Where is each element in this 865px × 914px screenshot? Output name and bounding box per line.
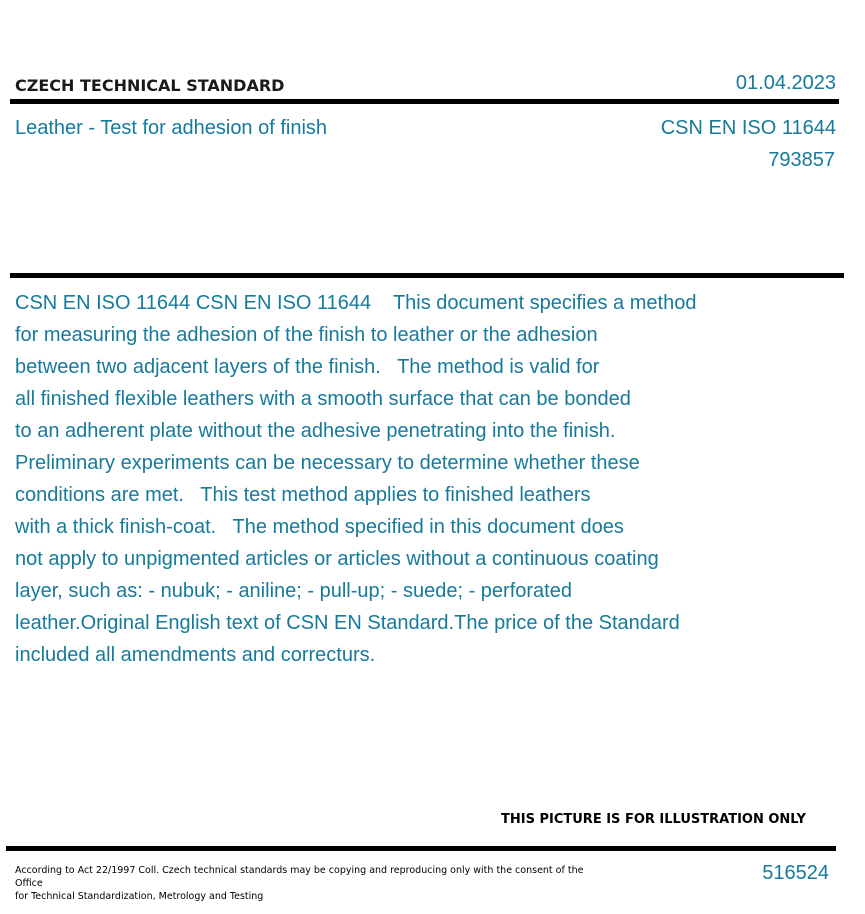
abstract-line: between two adjacent layers of the finish. The method is valid for <box>15 356 600 378</box>
publication-date: 01.04.2023 <box>735 72 836 94</box>
illustration-disclaimer: THIS PICTURE IS FOR ILLUSTRATION ONLY <box>501 812 806 827</box>
legal-notice <box>15 864 595 903</box>
document-title: Leather - Test for adhesion of finish <box>15 117 328 139</box>
abstract-line: for measuring the adhesion of the finish to leather or the adhesion <box>15 324 598 346</box>
legal-notice-line: According to Act 22/1997 Coll. Czech technical standards may be copying and reproducing only with the consent of the Office <box>15 865 584 889</box>
abstract-line: to an adherent plate without the adhesive penetrating into the finish. <box>15 420 616 442</box>
abstract-line: Preliminary experiments can be necessary to determine whether these <box>15 452 640 474</box>
order-number: 516524 <box>762 862 829 884</box>
top-divider <box>10 99 839 104</box>
abstract-line: conditions are met. This test method applies to finished leathers <box>15 484 591 506</box>
catalog-number: 793857 <box>768 149 835 171</box>
abstract-line: layer, such as: - nubuk; - aniline; - pull-up; - suede; - perforated <box>15 580 572 602</box>
abstract-line: all finished flexible leathers with a smooth surface that can be bonded <box>15 388 631 410</box>
middle-divider <box>10 273 844 278</box>
abstract-line: leather.Original English text of CSN EN Standard.The price of the Standard <box>15 612 680 634</box>
document-abstract <box>15 287 775 671</box>
standard-type-label: CZECH TECHNICAL STANDARD <box>15 76 285 95</box>
legal-notice-line: for Technical Standardization, Metrology and Testing <box>15 891 264 902</box>
abstract-line: included all amendments and correcturs. <box>15 644 376 666</box>
abstract-line: CSN EN ISO 11644 CSN EN ISO 11644 This document specifies a method <box>15 292 697 314</box>
standard-code: CSN EN ISO 11644 <box>660 117 836 139</box>
abstract-line: with a thick finish-coat. The method specified in this document does <box>15 516 624 538</box>
abstract-line: not apply to unpigmented articles or articles without a continuous coating <box>15 548 659 570</box>
bottom-divider <box>6 846 836 851</box>
